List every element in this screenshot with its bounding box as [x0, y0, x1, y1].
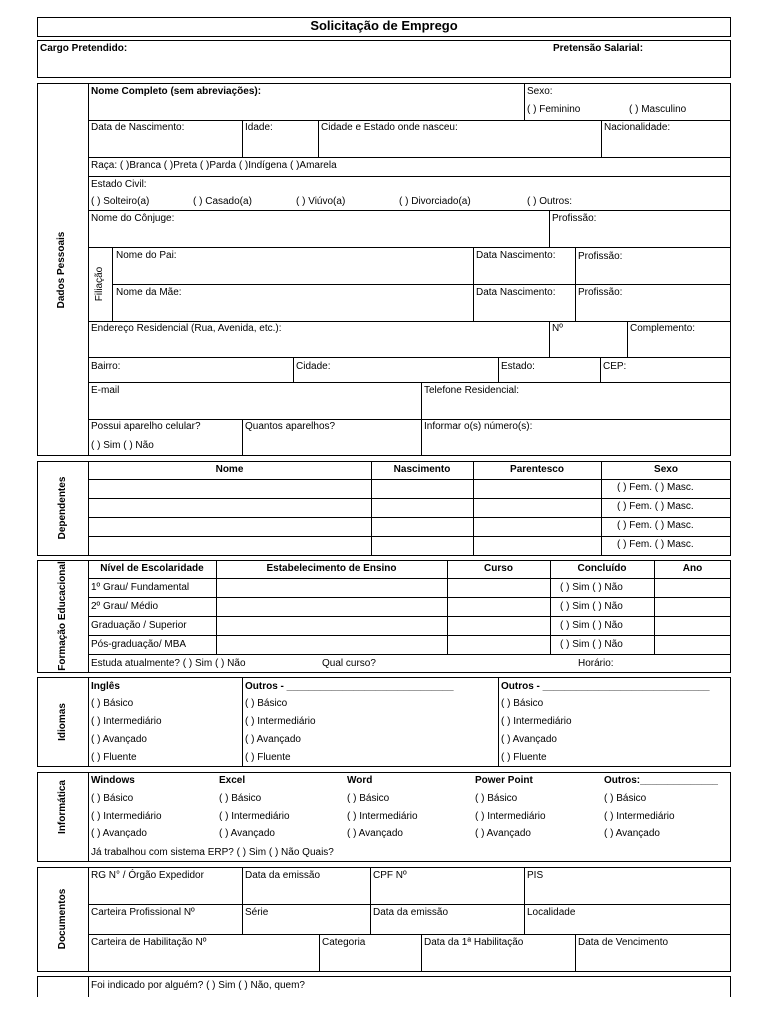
nacionalidade-label: Nacionalidade:	[604, 122, 671, 133]
dados-pessoais-section	[37, 83, 731, 456]
informatica-powerpoint-header: Power Point	[475, 775, 533, 786]
idioma-ingles-header: Inglês	[91, 681, 120, 692]
formacao-header-nivel: Nível de Escolaridade	[100, 563, 204, 574]
estado-civil-solteiro[interactable]: ( ) Solteiro(a)	[91, 196, 150, 207]
vencimento-label: Data de Vencimento	[578, 937, 669, 948]
dependente-sexo-option[interactable]: ( ) Fem. ( ) Masc.	[617, 501, 694, 512]
informatica-title: Informática	[57, 780, 68, 834]
quantos-aparelhos-label: Quantos aparelhos?	[245, 421, 336, 432]
pis-label: PIS	[527, 870, 544, 881]
formacao-level-pos: Pós-graduação/ MBA	[91, 639, 187, 650]
rg-data-emissao-label: Data da emissão	[245, 870, 321, 881]
celular-options[interactable]: ( ) Sim ( ) Não	[91, 440, 154, 451]
page-title: Solicitação de Emprego	[310, 18, 458, 33]
concluido-option[interactable]: ( ) Sim ( ) Não	[560, 620, 623, 631]
word-basico[interactable]: ( ) Básico	[347, 793, 390, 804]
ingles-avancado[interactable]: ( ) Avançado	[91, 734, 147, 745]
conjuge-profissao-label: Profissão:	[552, 213, 597, 224]
dependentes-header-nome: Nome	[215, 464, 244, 475]
erp-question[interactable]: Já trabalhou com sistema ERP? ( ) Sim ( ) Não Quais?	[91, 847, 334, 858]
localidade-label: Localidade	[527, 907, 576, 918]
formacao-level-superior: Graduação / Superior	[91, 620, 187, 631]
primeira-habilitacao-label: Data da 1ª Habilitação	[424, 937, 524, 948]
powerpoint-basico[interactable]: ( ) Básico	[475, 793, 518, 804]
endereco-label: Endereço Residencial (Rua, Avenida, etc.):	[91, 323, 282, 334]
cpf-label: CPF Nº	[373, 870, 407, 881]
formacao-header-concluido: Concluído	[577, 563, 627, 574]
informatica-windows-header: Windows	[91, 775, 135, 786]
dados-pessoais-title: Dados Pessoais	[56, 231, 67, 309]
excel-basico[interactable]: ( ) Básico	[219, 793, 262, 804]
estuda-atualmente-options[interactable]: Estuda atualmente? ( ) Sim ( ) Não	[91, 658, 246, 669]
informatica-word-header: Word	[347, 775, 373, 786]
windows-basico[interactable]: ( ) Básico	[91, 793, 134, 804]
word-intermediario[interactable]: ( ) Intermediário	[347, 811, 418, 822]
documentos-section	[37, 867, 731, 972]
sexo-label: Sexo:	[527, 86, 553, 97]
formacao-header-curso: Curso	[484, 563, 513, 574]
informatica-excel-header: Excel	[219, 775, 246, 786]
ingles-basico[interactable]: ( ) Básico	[91, 698, 134, 709]
raca-options[interactable]: Raça: ( )Branca ( )Preta ( )Parda ( )Indígena ( )Amarela	[91, 160, 337, 171]
idioma-outros-header-2: Outros - ______________________________	[501, 681, 710, 692]
documentos-title: Documentos	[57, 888, 68, 950]
excel-intermediario[interactable]: ( ) Intermediário	[219, 811, 290, 822]
concluido-option[interactable]: ( ) Sim ( ) Não	[560, 582, 623, 593]
cnh-label: Carteira de Habilitação Nº	[91, 937, 207, 948]
outros1-fluente[interactable]: ( ) Fluente	[245, 752, 291, 763]
cidade-label: Cidade:	[296, 361, 331, 372]
estado-civil-viuvo[interactable]: ( ) Viúvo(a)	[296, 196, 346, 207]
numero-label: Nº	[552, 323, 563, 334]
outros1-basico[interactable]: ( ) Básico	[245, 698, 288, 709]
dependente-sexo-option[interactable]: ( ) Fem. ( ) Masc.	[617, 482, 694, 493]
ingles-intermediario[interactable]: ( ) Intermediário	[91, 716, 162, 727]
outros2-basico[interactable]: ( ) Básico	[501, 698, 544, 709]
complemento-label: Complemento:	[630, 323, 696, 334]
pretensao-label: Pretensão Salarial:	[553, 43, 644, 54]
pai-profissao-label: Profissão:	[578, 251, 623, 262]
filiacao-label: Filiação	[94, 266, 105, 302]
outros2-avancado[interactable]: ( ) Avançado	[501, 734, 557, 745]
outros-avancado[interactable]: ( ) Avançado	[604, 828, 660, 839]
formacao-level-fundamental: 1º Grau/ Fundamental	[91, 582, 190, 593]
qual-curso-label: Qual curso?	[322, 658, 376, 669]
dependente-sexo-option[interactable]: ( ) Fem. ( ) Masc.	[617, 539, 694, 550]
numeros-label: Informar o(s) número(s):	[424, 421, 533, 432]
sexo-feminino-option[interactable]: ( ) Feminino	[527, 104, 581, 115]
ingles-fluente[interactable]: ( ) Fluente	[91, 752, 137, 763]
mae-profissao-label: Profissão:	[578, 287, 623, 298]
dependentes-header-sexo: Sexo	[654, 464, 678, 475]
dependentes-header-nascimento: Nascimento	[393, 464, 451, 475]
idade-label: Idade:	[245, 122, 273, 133]
mae-data-nascimento-label: Data Nascimento:	[476, 287, 556, 298]
cidade-estado-label: Cidade e Estado onde nasceu:	[321, 122, 458, 133]
windows-avancado[interactable]: ( ) Avançado	[91, 828, 147, 839]
data-nascimento-label: Data de Nascimento:	[91, 122, 185, 133]
ctps-data-emissao-label: Data da emissão	[373, 907, 449, 918]
estado-civil-outros[interactable]: ( ) Outros:	[527, 196, 573, 207]
sexo-masculino-option[interactable]: ( ) Masculino	[629, 104, 687, 115]
nome-completo-field[interactable]	[89, 98, 523, 119]
outros2-fluente[interactable]: ( ) Fluente	[501, 752, 547, 763]
outros-basico[interactable]: ( ) Básico	[604, 793, 647, 804]
idioma-outros-header-1: Outros - ______________________________	[245, 681, 454, 692]
estado-civil-label: Estado Civil:	[91, 179, 147, 190]
estado-label: Estado:	[501, 361, 535, 372]
outros2-intermediario[interactable]: ( ) Intermediário	[501, 716, 572, 727]
rg-label: RG N° / Órgão Expedidor	[91, 870, 204, 881]
serie-label: Série	[245, 907, 269, 918]
formacao-title: Formação Educacional	[57, 561, 68, 671]
email-label: E-mail	[91, 385, 120, 396]
formacao-level-medio: 2º Grau/ Médio	[91, 601, 159, 612]
outros1-intermediario[interactable]: ( ) Intermediário	[245, 716, 316, 727]
excel-avancado[interactable]: ( ) Avançado	[219, 828, 275, 839]
telefone-label: Telefone Residencial:	[424, 385, 520, 396]
horario-label: Horário:	[578, 658, 614, 669]
celular-label: Possui aparelho celular?	[91, 421, 201, 432]
cep-label: CEP:	[603, 361, 627, 372]
nome-completo-label: Nome Completo (sem abreviações):	[91, 86, 262, 97]
indicado-question[interactable]: Foi indicado por alguém? ( ) Sim ( ) Não, quem?	[91, 980, 305, 991]
categoria-label: Categoria	[322, 937, 366, 948]
bairro-label: Bairro:	[91, 361, 121, 372]
formacao-header-estabelecimento: Estabelecimento de Ensino	[266, 563, 397, 574]
pai-label: Nome do Pai:	[116, 250, 177, 261]
outros-intermediario[interactable]: ( ) Intermediário	[604, 811, 675, 822]
concluido-option[interactable]: ( ) Sim ( ) Não	[560, 601, 623, 612]
powerpoint-intermediario[interactable]: ( ) Intermediário	[475, 811, 546, 822]
dependentes-title: Dependentes	[57, 476, 68, 540]
dependentes-header-parentesco: Parentesco	[510, 464, 564, 475]
cargo-label: Cargo Pretendido:	[40, 43, 128, 54]
word-avancado[interactable]: ( ) Avançado	[347, 828, 403, 839]
outros1-avancado[interactable]: ( ) Avançado	[245, 734, 301, 745]
mae-label: Nome da Mãe:	[116, 287, 182, 298]
informatica-outros-header: Outros:______________	[604, 775, 718, 786]
conjuge-label: Nome do Cônjuge:	[91, 213, 175, 224]
estado-civil-divorciado[interactable]: ( ) Divorciado(a)	[399, 196, 471, 207]
idiomas-title: Idiomas	[57, 703, 68, 741]
ctps-label: Carteira Profissional Nº	[91, 907, 195, 918]
concluido-option[interactable]: ( ) Sim ( ) Não	[560, 639, 623, 650]
dependente-sexo-option[interactable]: ( ) Fem. ( ) Masc.	[617, 520, 694, 531]
estado-civil-casado[interactable]: ( ) Casado(a)	[193, 196, 252, 207]
windows-intermediario[interactable]: ( ) Intermediário	[91, 811, 162, 822]
pai-data-nascimento-label: Data Nascimento:	[476, 250, 556, 261]
formacao-header-ano: Ano	[682, 563, 703, 574]
powerpoint-avancado[interactable]: ( ) Avançado	[475, 828, 531, 839]
